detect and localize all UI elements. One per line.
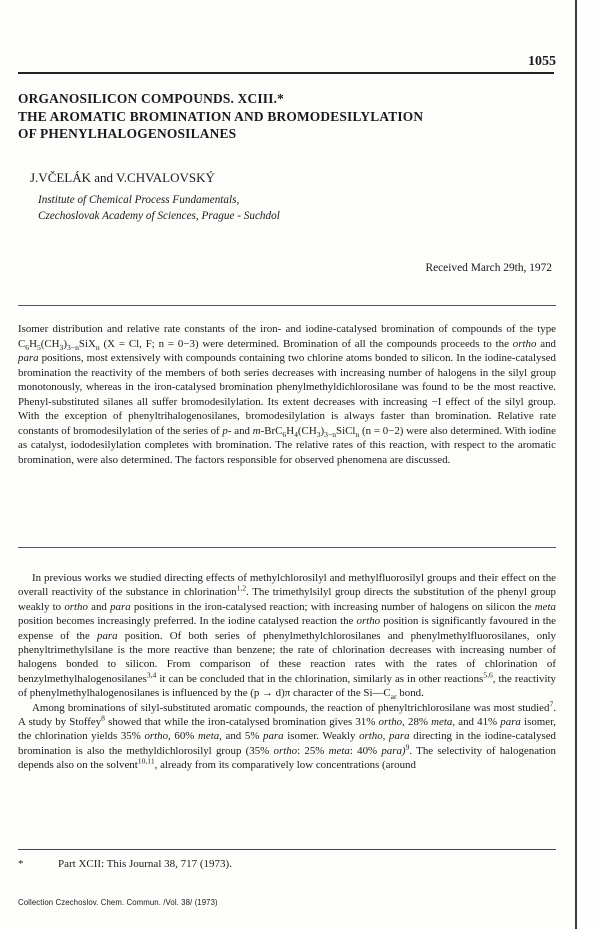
- body-text-run: Among brominations of silyl-substituted aromatic compounds, the reaction of phenyltrichlorosilane was most studied: [32, 701, 550, 714]
- italic-term: para): [381, 744, 406, 757]
- body-text-run: . The selectivity of halogenation depends also on the solvent: [18, 744, 556, 772]
- italic-term: ortho: [356, 615, 381, 628]
- citation-ref: 10,11: [137, 756, 155, 766]
- italic-term: para: [389, 730, 410, 743]
- citation-ref: 5,6: [483, 670, 493, 680]
- abstract: Isomer distribution and relative rate constants of the iron- and iodine-catalysed bromination of compounds of the type $C_6H_5(CH_3)_{3-n}SiX_n$ (X = Cl, F; n = 0−3) were determined. Bromination of all the compounds proceeds to the ortho and para positions, most extensively with compounds containing two chlorine atoms bonded to silicon. In the iodine-catalysed bromination the reactivity of the members of both series decreases with increasing number of halogens in the silyl group monotonously, whereas in the iron-catalysed bromination phenylmethyldichlorosilane was found to be the most reactive. Phenyl-substituted silanes all suffer bromodesilylation. Its extent decreases with increasing −I effect of the silyl group. With the exception of phenyltrihalogenosilanes, bromodesilylation is always faster than bromination. Relative rate constants of bromodesilylation of the series of p- and $m-BrC_6H_4(CH_3)_{3-n}SiCl_n$ (n = 0−2) were also determined. With iodine as catalyst, iododesilylation completes with bromination. The relative rates of this reaction, with respect to the aromatic bromination, were also determined. The factors responsible for observed phenomena are discussed.: [18, 323, 556, 466]
- body-text-run: isomer, the chlorination yields 35%: [18, 716, 556, 743]
- citation-ref: 9: [405, 742, 410, 752]
- citation-ref: 3,4: [146, 670, 157, 680]
- title-line: OF PHENYLHALOGENOSILANES: [18, 126, 237, 141]
- title-line: ORGANOSILICON COMPOUNDS. XCIII.*: [18, 91, 285, 106]
- body-text-run: , already from its comparatively low concentrations (around: [154, 759, 416, 772]
- body-text-run: position. Of both series of phenylmethylchlorosilanes and phenylmethylfluorosilanes, only phenyltrimethylsilane is the more reactive than benzene; the rate of chlorination decreases with increasing number of halogens bonded to silicon. From comparison of these reaction rates with the rates of chlorination of benzylmethylhalogenosilanes: [18, 629, 556, 685]
- body-text-run: , and 5%: [219, 730, 260, 743]
- italic-term: para: [500, 716, 521, 729]
- body-text-run: . A study by Stoffey: [18, 701, 556, 729]
- body-paragraph: In previous works we studied directing effects of methylchlorosilyl and methylfluorosilyl groups and their effect on the overall reactivity of the substance in chlorination$^{1,2}$. The trimethylsilyl group directs the substitution of the phenyl group weakly to ortho and para positions in the iron-catalysed reaction; with increasing number of halogens on silicon the meta position becomes increasingly preferred. In the iodine catalysed reaction the ortho position is significantly favoured in the expense of the para position. Of both series of phenylmethylchlorosilanes and phenylmethylfluorosilanes, only phenyltrimethylsilane is the more reactive than benzene; the rate of chlorination decreases with increasing number of halogens bonded to silicon. From comparison of these reaction rates with the rates of chlorination of benzylmethylhalogenosilanes$^{3,4}$ it can be concluded that in the chlorination, similarly as in other reactions$^{5,6}$, the reactivity of phenylmethylhalogenosilanes is influenced by the (p → d)π character of the $Si—C_{ar}$ bond.: [18, 572, 556, 702]
- body-text-run: position becomes increasingly preferred. In the iodine catalysed reaction the: [18, 615, 354, 628]
- page-number: 1055: [528, 54, 556, 69]
- abstract-text: Isomer distribution and relative rate constants of the iron- and iodine-catalysed bromination of compounds of the type C: [18, 323, 556, 350]
- body-text: [18, 571, 556, 773]
- body-text-run: positions in the iron-catalysed reaction; with increasing number of halogens on silicon the: [133, 600, 532, 613]
- abstract-top-rule: [18, 305, 556, 306]
- footnote: [18, 858, 232, 870]
- italic-term: ortho: [144, 730, 169, 743]
- body-text-run: bond.: [396, 687, 424, 700]
- body-text-run: it can be concluded that in the chlorination, similarly as in other reactions: [156, 672, 484, 685]
- body-text-run: position is significantly favoured in the expense of the: [18, 615, 556, 642]
- footnote-rule: [18, 849, 556, 850]
- title-line: THE AROMATIC BROMINATION AND BROMODESILYLATION: [18, 108, 424, 124]
- citation-ref: 7: [549, 699, 554, 709]
- body-text-run: isomer. Weakly: [283, 730, 356, 743]
- body-text-run: , 28%: [402, 716, 428, 729]
- italic-term: ortho: [273, 744, 298, 757]
- italic-term: meta: [198, 730, 220, 743]
- body-text-run: . The trimethylsilyl group directs the substitution of the phenyl group weakly to: [18, 586, 556, 613]
- abstract-para: para: [18, 352, 39, 365]
- affiliation-line: Institute of Chemical Process Fundamentals,: [38, 194, 240, 206]
- italic-term: ortho: [359, 730, 383, 743]
- citation-ref: 1,2: [236, 583, 247, 593]
- body-text-run: showed that while the iron-catalysed bromination gives 31%: [104, 716, 376, 729]
- abstract-ortho: ortho: [512, 337, 537, 350]
- body-text-run: : 40%: [349, 744, 378, 757]
- citation-ref: 8: [101, 713, 105, 723]
- page-edge-line: [575, 0, 577, 929]
- italic-term: meta: [431, 716, 453, 729]
- italic-term: para: [97, 629, 118, 642]
- italic-term: ortho: [378, 716, 403, 729]
- italic-term: para: [263, 730, 284, 743]
- body-text-run: , and 41%: [452, 716, 498, 729]
- body-text-run: In previous works we studied directing effects of methylchlorosilyl and methylfluorosilyl groups and their effect on the overall reactivity of the substance in chlorination: [18, 572, 556, 599]
- abstract-text: and: [540, 337, 556, 350]
- italic-term: meta: [534, 600, 556, 613]
- body-text-run: : 25%: [297, 744, 325, 757]
- abstract-bottom-rule: [18, 547, 556, 548]
- body-text-run: , 60%: [168, 730, 195, 743]
- abstract-text: positions, most extensively with compounds containing two chlorine atoms bonded to silicon. In the iodine-catalysed bromination the reactivity of the members of both series decreases with increasing number of halogens in the silyl group monotonously, whereas in the iron-catalysed bromination phenylmethyldichlorosilane was found to be the most reactive. Phenyl-substituted silanes all suffer bromodesilylation. Its extent decreases with increasing −I effect of the silyl group. With the exception of phenyltrihalogenosilanes, bromodesilylation is always faster than bromination. Relative rate constants of bromodesilylation of the series of: [18, 352, 556, 437]
- body-paragraph: Among brominations of silyl-substituted aromatic compounds, the reaction of phenyltrichlorosilane was most studied$^7$. A study by Stoffey$^8$ showed that while the iron-catalysed bromination gives 31% ortho, 28% meta, and 41% para isomer, the chlorination yields 35% ortho, 60% meta, and 5% para isomer. Weakly ortho, para directing in the iodine-catalysed bromination is also the methyldichlorosilyl group (35% ortho: 25% meta: 40% para)$^9$. The selectivity of halogenation depends also on the solvent$^{10,11}$, already from its comparatively low concentrations (around: [18, 699, 556, 772]
- abstract-text: (n = 0−2) were also determined. With iodine as catalyst, iododesilylation completes with bromination. The relative rates of this reaction, with respect to the aromatic bromination, were also determined. The factors responsible for observed phenomena are discussed.: [18, 424, 556, 466]
- article-title: [18, 90, 558, 143]
- body-text-run: and: [91, 600, 107, 613]
- authors: J.VČELÁK and V.CHVALOVSKÝ: [30, 170, 215, 185]
- footnote-marker: *: [18, 858, 24, 870]
- affiliation-line: Czechoslovak Academy of Sciences, Prague - Suchdol: [38, 210, 280, 222]
- header-rule: [18, 72, 554, 74]
- abstract-text: (X = Cl, F; n = 0−3) were determined. Bromination of all the compounds proceeds to the: [103, 337, 509, 350]
- received-date: Received March 29th, 1972: [425, 262, 552, 274]
- journal-citation: Collection Czechoslov. Chem. Commun. /Vol. 38/ (1973): [18, 898, 218, 907]
- body-text-run: , the reactivity of phenylmethylhalogenosilanes is influenced by the (p → d)π character of the Si—C: [18, 672, 556, 700]
- abstract-text: and: [234, 424, 250, 437]
- italic-term: ortho: [64, 600, 88, 613]
- footnote-text: Part XCII: This Journal 38, 717 (1973).: [58, 858, 232, 870]
- body-text-run: directing in the iodine-catalysed bromination is also the methyldichlorosilyl group (35%: [18, 730, 556, 757]
- italic-term: para: [110, 600, 131, 613]
- italic-term: meta: [328, 744, 350, 757]
- affiliation: [38, 192, 280, 224]
